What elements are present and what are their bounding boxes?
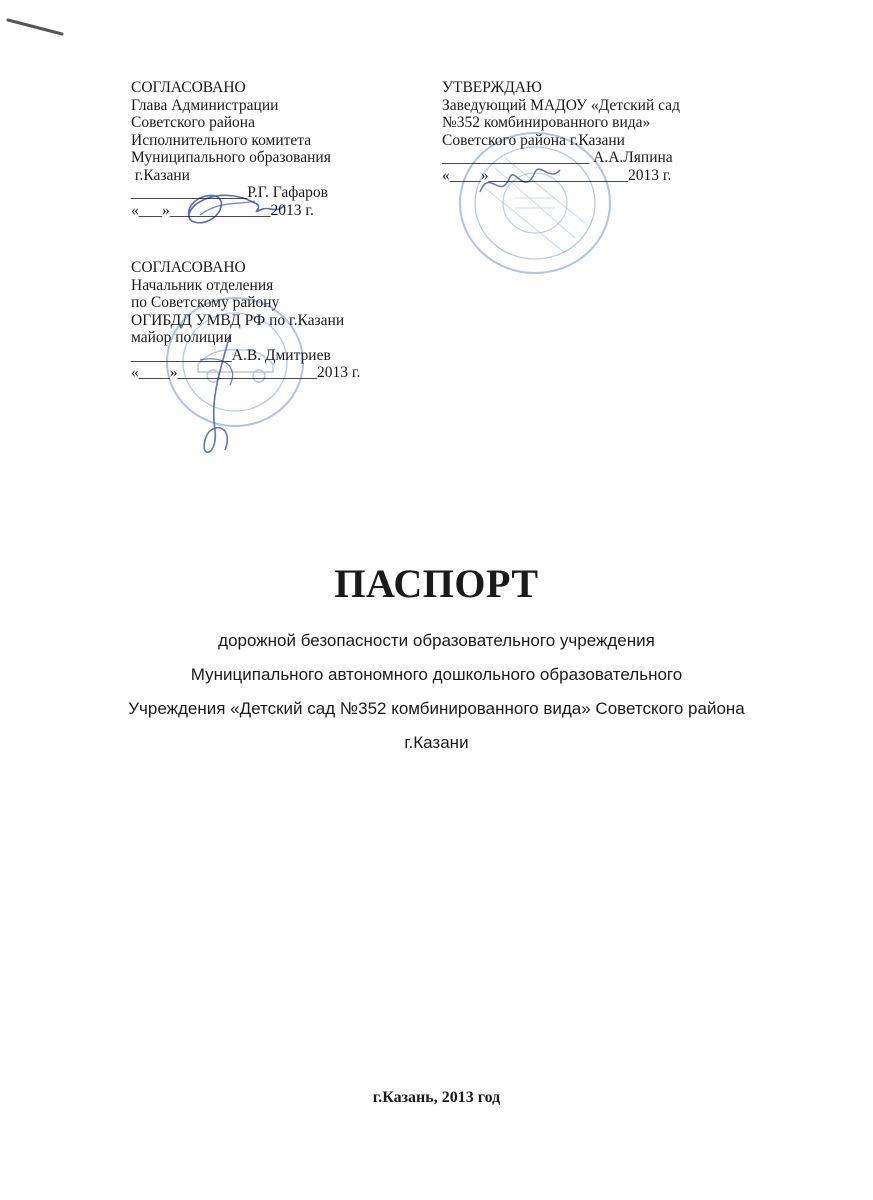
approval-block-police xyxy=(131,259,360,382)
approval-block-head xyxy=(442,79,680,184)
approver-position-line: Заведующий МАДОУ «Детский сад xyxy=(442,96,680,114)
date-line: «____»__________________2013 г. xyxy=(131,364,361,381)
signature-line: ___________________ А.А.Ляпина xyxy=(442,149,673,166)
approver-position-line: Глава Администрации xyxy=(131,96,279,114)
date-line: «___»_____________2013 г. xyxy=(131,201,314,219)
document-subtitle xyxy=(0,624,873,760)
approval-heading: УТВЕРЖДАЮ xyxy=(442,79,542,96)
approver-position-line: майор полиции xyxy=(131,329,233,346)
approver-position-line: по Советскому району xyxy=(131,294,280,311)
approver-position-line: Начальник отделения xyxy=(131,276,274,294)
approval-heading: СОГЛАСОВАНО xyxy=(131,79,246,96)
approver-position-line: Муниципального образования xyxy=(131,149,331,166)
approver-position-line: Советского района xyxy=(131,114,255,131)
approver-position-line: №352 комбинированного вида» xyxy=(442,114,651,131)
approval-block-administration xyxy=(131,79,331,219)
signature-line: _____________А.В. Дмитриев xyxy=(131,346,331,364)
subtitle-line: Муниципального автономного дошкольного образовательного xyxy=(190,665,683,684)
signature-line: _______________Р.Г. Гафаров xyxy=(131,184,328,201)
subtitle-line: Учреждения «Детский сад №352 комбинированного вида» Советского района xyxy=(128,699,745,718)
approver-position-line: Советского района г.Казани xyxy=(442,131,625,149)
approver-position-line: г.Казани xyxy=(131,166,190,184)
subtitle-line: дорожной безопасности образовательного учреждения xyxy=(218,631,655,650)
approver-position-line: Исполнительного комитета xyxy=(131,131,312,149)
approval-heading: СОГЛАСОВАНО xyxy=(131,259,246,276)
approver-position-line: ОГИБДД УМВД РФ по г.Казани xyxy=(131,311,345,329)
pencil-mark xyxy=(2,12,72,42)
place-and-year: г.Казань, 2013 год xyxy=(372,1089,501,1106)
date-line: «____»__________________2013 г. xyxy=(442,166,672,184)
document-title: ПАСПОРТ xyxy=(334,561,539,606)
subtitle-line: г.Казани xyxy=(404,733,469,752)
